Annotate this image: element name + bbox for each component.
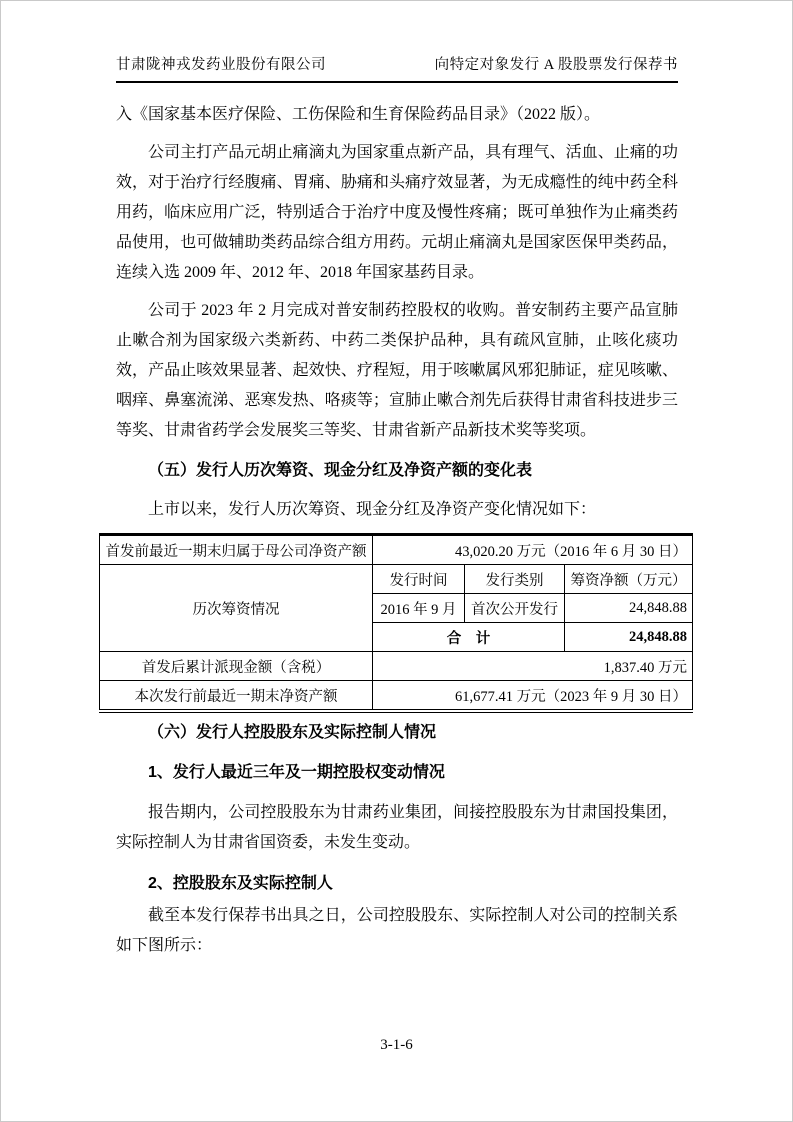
column-header-issue-time: 发行时间	[373, 565, 465, 594]
dividends-value: 1,837.40 万元	[373, 652, 693, 681]
table-row	[100, 565, 693, 594]
page-header	[116, 1, 678, 83]
fundraising-table	[99, 533, 693, 713]
paragraph-main-product: 公司主打产品元胡止痛滴丸为国家重点新产品，具有理气、活血、止痛的功效，对于治疗行经腹痛、胃痛、胁痛和头痛疗效显著，为无成瘾性的纯中药全科用药，临床应用广泛，特别适合于治疗中度及慢性疼痛；既可单独作为止痛类药品使用，也可做辅助类药品综合组方用药。元胡止痛滴丸是国家医保甲类药品，连续入选 2009 年、2012 年、2018 年国家基药目录。	[116, 144, 678, 281]
paragraph-acquisition: 公司于 2023 年 2 月完成对普安制药控股权的收购。普安制药主要产品宣肺止嗽合剂为国家级六类新药、中药二类保护品种，具有疏风宣肺，止咳化痰功效，产品止咳效果显著、起效快、疗程短，用于咳嗽属风邪犯肺证，症见咳嗽、咽痒、鼻塞流涕、恶寒发热、咯痰等；宣肺止嗽合剂先后获得甘肃省科技进步三等奖、甘肃省药学会发展奖三等奖、甘肃省新产品新技术奖等奖项。	[116, 302, 678, 439]
table-row	[100, 652, 693, 681]
net-amount-value: 24,848.88	[565, 594, 693, 623]
pre-ipo-net-assets-label: 首发前最近一期末归属于母公司净资产额	[100, 535, 373, 565]
section5-intro: 上市以来，发行人历次筹资、现金分红及净资产变化情况如下：	[148, 501, 597, 518]
section6-sub1-paragraph: 报告期内，公司控股股东为甘肃药业集团，间接控股股东为甘肃国投集团，实际控制人为甘肃省国资委，未发生变动。	[116, 804, 678, 851]
issue-type-value: 首次公开发行	[465, 594, 565, 623]
section5-heading: （五）发行人历次筹资、现金分红及净资产额的变化表	[148, 462, 533, 479]
table-row	[100, 681, 693, 712]
page-number: 3-1-6	[380, 1037, 413, 1053]
section6-sub1-heading: 1、发行人最近三年及一期控股权变动情况	[148, 764, 445, 781]
total-label: 合 计	[373, 623, 565, 652]
pre-ipo-net-assets-value: 43,020.20 万元（2016 年 6 月 30 日）	[373, 535, 693, 565]
section6-heading: （六）发行人控股股东及实际控制人情况	[148, 724, 437, 741]
section6-sub2-heading: 2、控股股东及实际控制人	[148, 875, 333, 892]
column-header-net-amount: 筹资净额（万元）	[565, 565, 693, 594]
dividends-label: 首发后累计派现金额（含税）	[100, 652, 373, 681]
paragraph-continuation: 入《国家基本医疗保险、工伤保险和生育保险药品目录》（2022 版）。	[116, 106, 601, 123]
current-net-assets-value: 61,677.41 万元（2023 年 9 月 30 日）	[373, 681, 693, 712]
column-header-issue-type: 发行类别	[465, 565, 565, 594]
total-value: 24,848.88	[565, 623, 693, 652]
header-company-name: 甘肃陇神戎发药业股份有限公司	[116, 57, 326, 73]
page-content	[105, 1, 687, 961]
current-net-assets-label: 本次发行前最近一期末净资产额	[100, 681, 373, 712]
table-row	[100, 535, 693, 565]
fundraising-group-label: 历次筹资情况	[100, 565, 373, 652]
issue-time-value: 2016 年 9 月	[373, 594, 465, 623]
header-doc-title: 向特定对象发行 A 股股票发行保荐书	[434, 57, 678, 73]
section6-sub2-paragraph: 截至本发行保荐书出具之日，公司控股股东、实际控制人对公司的控制关系如下图所示：	[116, 907, 678, 954]
